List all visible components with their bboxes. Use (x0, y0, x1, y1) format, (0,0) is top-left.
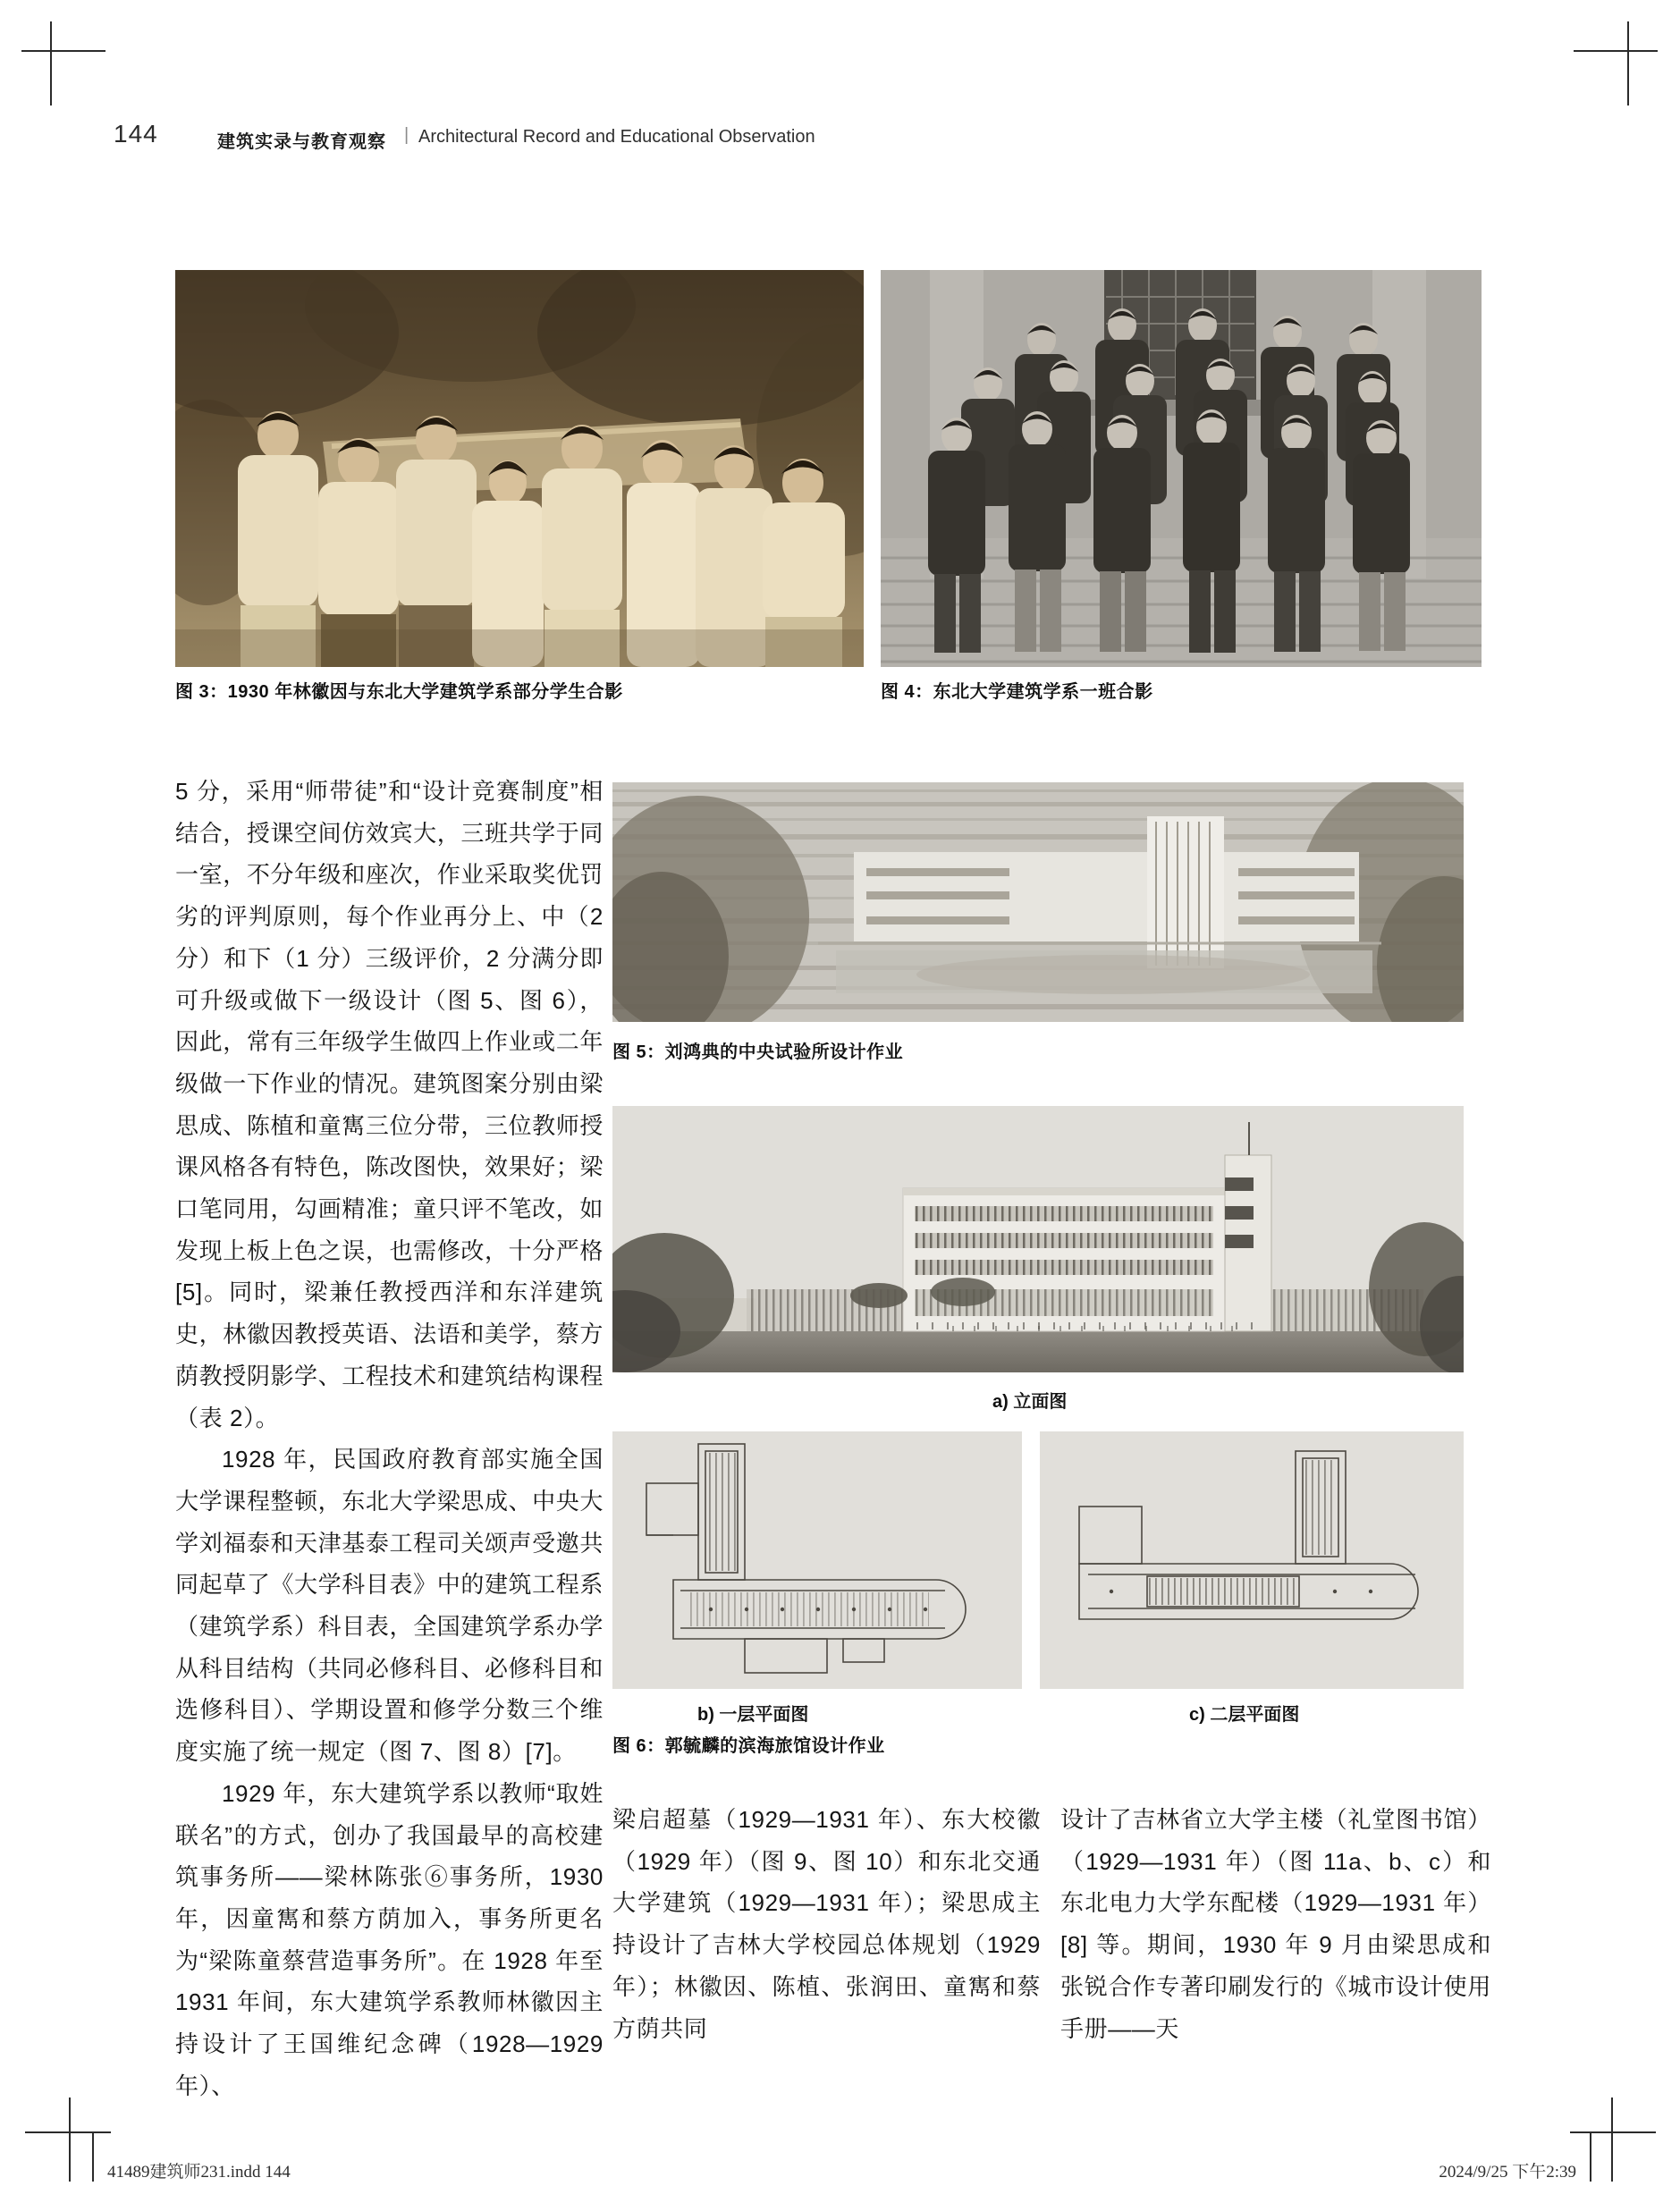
paragraph: 设计了吉林省立大学主楼（礼堂图书馆）（1929—1931 年）（图 11a、b、c）和东北电力大学东配楼（1929—1931 年）[8] 等。期间，1930 年 9 月由梁思成和张锐合作专著印刷发行的《城市设计使用手册——天 (1060, 1806, 1491, 2042)
footer-timestamp: 2024/9/25 下午2:39 (1439, 2163, 1576, 2182)
group-photo-sepia (175, 270, 864, 667)
figure6-caption: 图 6：郭毓麟的滨海旅馆设计作业 (612, 1736, 885, 1756)
sub-caption-c: c) 二层平面图 (1189, 1705, 1300, 1725)
crop-mark (92, 2131, 94, 2182)
first-floor-plan (612, 1431, 1022, 1689)
crop-mark (50, 21, 52, 106)
figure5-caption: 图 5：刘鸿典的中央试验所设计作业 (612, 1042, 904, 1062)
right-column (1060, 1799, 1491, 2049)
crop-mark (1574, 50, 1658, 52)
crop-mark (1570, 2131, 1656, 2133)
paragraph: 1929 年，东大建筑学系以教师“取姓联名”的方式，创办了我国最早的高校建筑事务所——梁林陈张⑥事务所，1930 年，因童寯和蔡方荫加入，事务所更名为“梁陈童蔡营造事务所”。在 1928 年至 1931 年间，东大建筑学系教师林徽因主持设计了王国维纪念碑（1928—1929 年）、 (175, 1779, 604, 2099)
crop-mark (1611, 2097, 1613, 2182)
figure3-caption: 图 3：1930 年林徽因与东北大学建筑学系部分学生合影 (175, 682, 623, 702)
crop-mark (25, 2131, 111, 2133)
crop-mark (21, 50, 106, 52)
figure6a-elevation (612, 1106, 1464, 1372)
elevation-rendering (612, 782, 1464, 1022)
sub-caption-a: a) 立面图 (992, 1392, 1068, 1412)
figure4-photo (881, 270, 1482, 667)
second-floor-plan (1040, 1431, 1464, 1689)
group-photo-bw (881, 270, 1482, 667)
crop-mark (1627, 21, 1629, 106)
figure5-drawing (612, 782, 1464, 1022)
left-column (175, 771, 604, 2107)
header-title-cn: 建筑实录与教育观察 (217, 132, 386, 152)
crop-mark (69, 2097, 71, 2182)
page-number: 144 (114, 120, 158, 148)
header-divider: | (404, 125, 409, 145)
hotel-elevation (612, 1106, 1464, 1372)
sub-caption-b: b) 一层平面图 (697, 1705, 809, 1725)
figure4-caption: 图 4：东北大学建筑学系一班合影 (881, 682, 1153, 702)
header-title-en: Architectural Record and Educational Observation (418, 127, 815, 147)
figure6b-plan (612, 1431, 1022, 1689)
paragraph: 梁启超墓（1929—1931 年）、东大校徽（1929 年）（图 9、图 10）和东北交通大学建筑（1929—1931 年）；梁思成主持设计了吉林大学校园总体规划（1929 年）；林徽因、陈植、张润田、童寯和蔡方荫共同 (612, 1806, 1041, 2042)
figure6c-plan (1040, 1431, 1464, 1689)
paragraph: 1928 年，民国政府教育部实施全国大学课程整顿，东北大学梁思成、中央大学刘福泰和天津基泰工程司关颂声受邀共同起草了《大学科目表》中的建筑工程系（建筑学系）科目表，全国建筑学系办学从科目结构（共同必修科目、必修科目和选修科目）、学期设置和修学分数三个维度实施了统一规定（图 7、图 8）[7]。 (175, 1446, 604, 1766)
middle-column (612, 1799, 1041, 2049)
crop-mark (1590, 2131, 1591, 2182)
footer-filename: 41489建筑师231.indd 144 (107, 2163, 291, 2182)
figure3-photo (175, 270, 864, 667)
paragraph: 5 分，采用“师带徒”和“设计竞赛制度”相结合，授课空间仿效宾大，三班共学于同一室，不分年级和座次，作业采取奖优罚劣的评判原则，每个作业再分上、中（2 分）和下（1 分）三级评价，2 分满分即可升级或做下一级设计（图 5、图 6），因此，常有三年级学生做四上作业或二年级做一下作业的情况。建筑图案分别由梁思成、陈植和童寯三位分带，三位教师授课风格各有特色，陈改图快，效果好；梁口笔同用，勾画精准；童只评不笔改，如发现上板上色之误，也需修改，十分严格[5]。同时，梁兼任教授西洋和东洋建筑史，林徽因教授英语、法语和美学，蔡方荫教授阴影学、工程技术和建筑结构课程（表 2）。 (175, 778, 604, 1431)
